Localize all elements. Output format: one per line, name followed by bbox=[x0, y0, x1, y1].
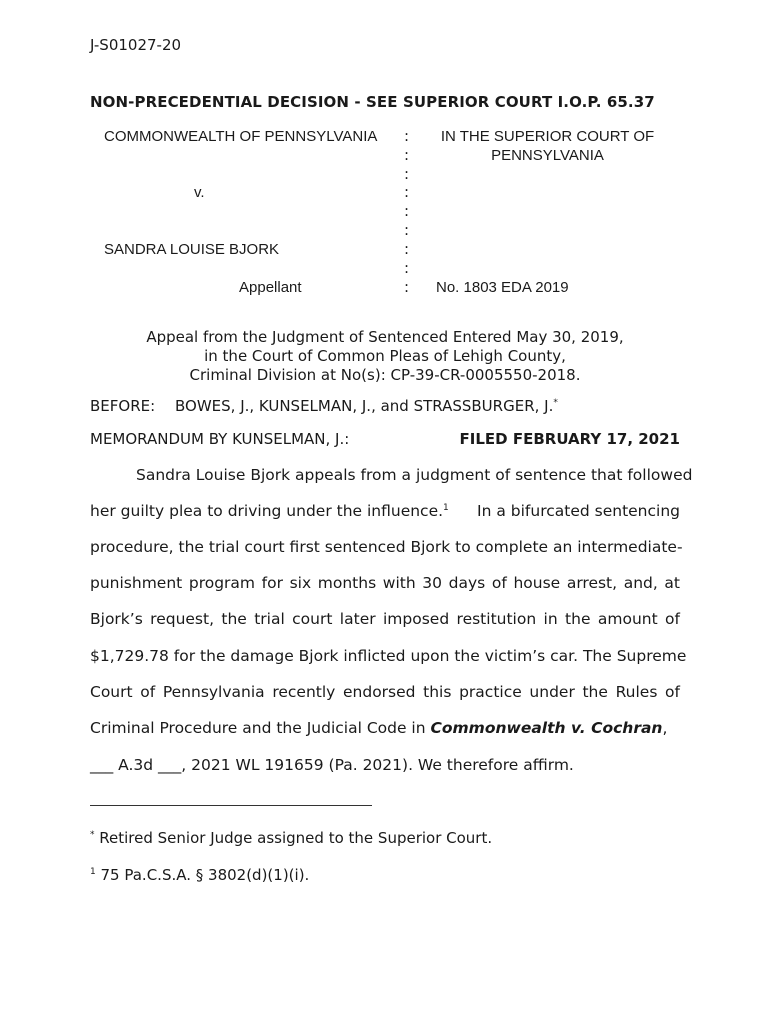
body-line-8a: Criminal Procedure and the Judicial Code in bbox=[90, 719, 426, 737]
docket-number: J-S01027-20 bbox=[90, 36, 182, 54]
body-line-8 bbox=[90, 719, 680, 738]
memorandum-author: MEMORANDUM BY KUNSELMAN, J.: bbox=[90, 430, 350, 448]
caption-docket-no: No. 1803 EDA 2019 bbox=[436, 279, 569, 296]
caption-defendant: SANDRA LOUISE BJORK bbox=[104, 241, 280, 258]
footnote-star-text: Retired Senior Judge assigned to the Superior Court. bbox=[99, 829, 493, 847]
caption-divider-colon: : bbox=[404, 259, 410, 277]
body-line-1: Sandra Louise Bjork appeals from a judgment of sentence that followed bbox=[136, 466, 693, 484]
before-judges bbox=[175, 397, 558, 416]
footnote-star bbox=[90, 829, 492, 848]
body-line-9: ___ A.3d ___, 2021 WL 191659 (Pa. 2021). We therefore affirm. bbox=[90, 756, 574, 774]
body-line-2b: In a bifurcated sentencing bbox=[477, 502, 680, 520]
case-citation-cochran: Commonwealth v. Cochran bbox=[430, 719, 663, 737]
footnote-1 bbox=[90, 866, 309, 885]
footnote-marker-star: * bbox=[553, 398, 558, 408]
footnote-1-text: 75 Pa.C.S.A. § 3802(d)(1)(i). bbox=[100, 866, 310, 884]
caption-divider-colon: : bbox=[404, 146, 410, 164]
footnote-marker-1: 1 bbox=[443, 503, 449, 513]
body-line-2a: her guilty plea to driving under the influence. bbox=[90, 502, 444, 520]
appeal-line-1: Appeal from the Judgment of Sentenced Entered May 30, 2019, bbox=[146, 328, 624, 346]
caption-divider-colon: : bbox=[404, 165, 410, 183]
caption-role: Appellant bbox=[239, 279, 302, 296]
before-label: BEFORE: bbox=[90, 397, 156, 415]
caption-divider-colon: : bbox=[404, 127, 410, 145]
caption-court-line1: IN THE SUPERIOR COURT OF bbox=[440, 128, 655, 145]
decision-heading: NON-PRECEDENTIAL DECISION - SEE SUPERIOR COURT I.O.P. 65.37 bbox=[90, 93, 655, 111]
body-line-3: procedure, the trial court first sentenced Bjork to complete an intermediate- bbox=[90, 538, 683, 556]
filed-date: FILED FEBRUARY 17, 2021 bbox=[459, 430, 680, 448]
caption-divider-colon: : bbox=[404, 240, 410, 258]
body-line-4: punishment program for six months with 30 days of house arrest, and, at bbox=[90, 574, 680, 592]
body-line-5: Bjork’s request, the trial court later imposed restitution in the amount of bbox=[90, 610, 680, 628]
caption-court-line2: PENNSYLVANIA bbox=[491, 147, 604, 164]
caption-divider-colon: : bbox=[404, 202, 410, 220]
appeal-line-2: in the Court of Common Pleas of Lehigh County, bbox=[204, 347, 566, 365]
caption-divider-colon: : bbox=[404, 183, 410, 201]
footnote-star-mark: * bbox=[90, 830, 95, 840]
caption-divider-colon: : bbox=[404, 221, 410, 239]
body-line-2 bbox=[90, 502, 680, 521]
appeal-line-3: Criminal Division at No(s): CP-39-CR-0005550-2018. bbox=[189, 366, 581, 384]
body-line-6: $1,729.78 for the damage Bjork inflicted upon the victim’s car. The Supreme bbox=[90, 647, 687, 665]
footnote-separator bbox=[90, 805, 372, 806]
footnote-1-mark: 1 bbox=[90, 867, 96, 877]
caption-versus: v. bbox=[194, 184, 205, 201]
body-line-8b: , bbox=[662, 719, 668, 737]
body-line-7: Court of Pennsylvania recently endorsed this practice under the Rules of bbox=[90, 683, 680, 701]
before-judges-text: BOWES, J., KUNSELMAN, J., and STRASSBURGER, J. bbox=[175, 397, 554, 415]
caption-divider-colon: : bbox=[404, 278, 410, 296]
caption-plaintiff: COMMONWEALTH OF PENNSYLVANIA bbox=[104, 128, 378, 145]
